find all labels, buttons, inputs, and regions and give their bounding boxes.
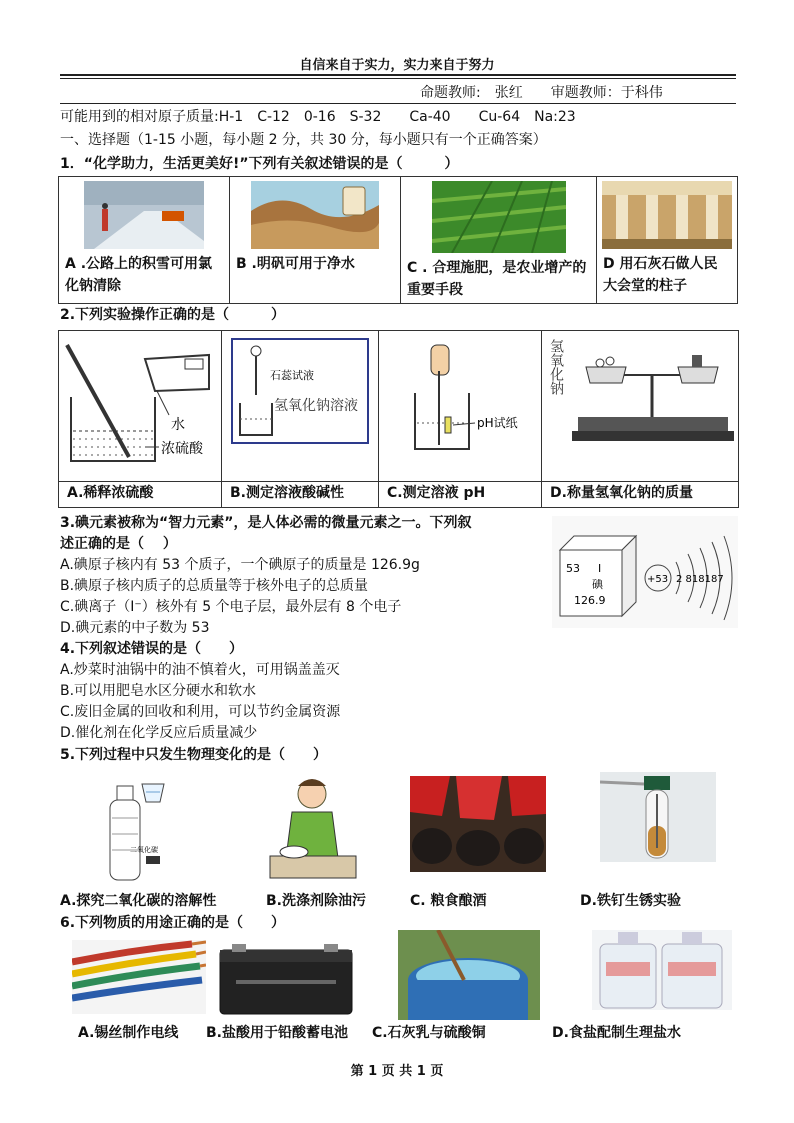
q6-option-d: D.食盐配制生理盐水 (552, 1025, 681, 1041)
q3-option-b: B.碘原子核内质子的总质量等于核外电子的总质量 (60, 578, 369, 594)
q2-diagram-d (542, 331, 739, 482)
iron-nail-tube-photo (600, 772, 716, 862)
q2-option-c: C.测定溶液 pH (387, 485, 486, 501)
lead-acid-battery-photo (216, 940, 356, 1016)
wires-photo (72, 940, 206, 1014)
wheat-field-photo (432, 181, 566, 253)
q3-option-a: A.碘原子核内有 53 个质子，一个碘原子的质量是 126.9g (60, 557, 420, 573)
q3-stem-cont: 述正确的是（ ） (60, 536, 177, 552)
q1-options-table (58, 176, 738, 304)
q1-option-a-text: A .公路上的积雪可用氯化钠清除 (65, 256, 213, 294)
q2-option-d: D.称量氢氧化钠的质量 (550, 485, 693, 501)
teachers-line (420, 82, 691, 102)
q2-diagram-a (59, 331, 222, 482)
header-rule (60, 74, 736, 76)
reviewer: 审题教师：于科伟 (550, 85, 663, 101)
q3-option-c: C.碘离子（I⁻）核外有 5 个电子层，最外层有 8 个电子 (60, 599, 402, 615)
q2-option-a: A.稀释浓硫酸 (67, 485, 154, 501)
q6-stem: 6.下列物质的用途正确的是（ ） (60, 915, 286, 931)
q2-diagram-c (379, 331, 542, 482)
q1-option-d (597, 177, 738, 304)
element-name: 碘 (592, 578, 603, 591)
naoh-solution-label: 氢氧化钠溶液 (274, 398, 358, 414)
ph-test-diagram (379, 331, 541, 477)
iodine-figure (552, 516, 738, 628)
water-label: 水 (171, 417, 185, 433)
great-hall-photo (602, 181, 732, 249)
element-mass: 126.9 (574, 594, 606, 607)
electron-config: 2 818187 (676, 574, 724, 585)
section-title: 一、选择题（1-15 小题，每小题 2 分，共 30 分，每小题只有一个正确答案） (60, 132, 547, 148)
q4-stem: 4.下列叙述错误的是（ ） (60, 641, 244, 657)
q1-option-b-text: B .明矾可用于净水 (236, 256, 355, 272)
co2-label: 二氧化碳 (130, 846, 158, 854)
q6-option-b: B.盐酸用于铅酸蓄电池 (206, 1025, 348, 1041)
q6-option-c: C.石灰乳与硫酸铜 (372, 1025, 486, 1041)
q5-option-b: B.洗涤剂除油污 (266, 893, 366, 909)
saline-bottles-photo (592, 930, 732, 1010)
q4-option-a: A.炒菜时油锅中的油不慎着火，可用锅盖盖灭 (60, 662, 340, 678)
q2-option-b: B.测定溶液酸碱性 (230, 485, 344, 501)
q2-options-table (58, 330, 739, 508)
muddy-water-photo (251, 181, 379, 249)
q5-stem: 5.下列过程中只发生物理变化的是（ ） (60, 747, 328, 763)
page-footer: 第 1 页 共 1 页 (350, 1064, 444, 1079)
q3-stem: 3.碘元素被称为“智力元素”，是人体必需的微量元素之一。下列叙 (60, 515, 472, 531)
atomic-masses: 可能用到的相对原子质量:H-1 C-12 0-16 S-32 Ca-40 Cu-64 Na:23 (60, 109, 576, 125)
washing-dishes-figure (264, 772, 360, 882)
element-symbol: I (598, 562, 602, 575)
wine-jars-photo (410, 776, 546, 872)
q5-option-d: D.铁钉生锈实验 (580, 893, 681, 909)
litmus-label: 石蕊试液 (270, 369, 314, 382)
q6-option-a: A.锡丝制作电线 (78, 1025, 179, 1041)
setter: 命题教师: 张红 (420, 85, 523, 101)
q1-option-c (401, 177, 597, 304)
q4-option-d: D.催化剂在化学反应后质量减少 (60, 725, 258, 741)
ph-paper-label: pH试纸 (477, 416, 518, 430)
q4-option-c: C.废旧金属的回收和利用，可以节约金属资源 (60, 704, 341, 720)
header-rule (60, 78, 736, 79)
snow-road-photo (84, 181, 204, 249)
lime-copper-sulfate-photo (398, 930, 540, 1020)
motto: 自信来自于实力，实力来自于努力 (299, 58, 495, 73)
element-number: 53 (566, 562, 580, 575)
q2-stem: 2.下列实验操作正确的是（ ） (60, 307, 286, 323)
acid-label: 浓硫酸 (161, 441, 203, 457)
q3-option-d: D.碘元素的中子数为 53 (60, 620, 210, 636)
naoh-vertical-label: 氢氧化钠 (548, 339, 564, 395)
balance-diagram (542, 331, 738, 477)
header-rule (60, 103, 736, 104)
q5-option-c: C. 粮食酿酒 (410, 893, 487, 909)
litmus-test-diagram (222, 331, 378, 477)
nucleus-charge: +53 (647, 574, 669, 585)
q1-option-a (59, 177, 230, 304)
q5-option-a: A.探究二氧化碳的溶解性 (60, 893, 217, 909)
dilute-acid-diagram (59, 331, 221, 477)
q2-diagram-b (222, 331, 379, 482)
q1-option-b (230, 177, 401, 304)
q1-option-c-text: C . 合理施肥，是农业增产的重要手段 (407, 260, 587, 298)
q4-option-b: B.可以用肥皂水区分硬水和软水 (60, 683, 257, 699)
q1-stem: 1．“化学助力，生活更美好!”下列有关叙述错误的是（ ） (60, 156, 459, 172)
co2-bottle-figure (100, 778, 180, 882)
q1-option-d-text: D 用石灰石做人民大会堂的柱子 (603, 256, 718, 294)
